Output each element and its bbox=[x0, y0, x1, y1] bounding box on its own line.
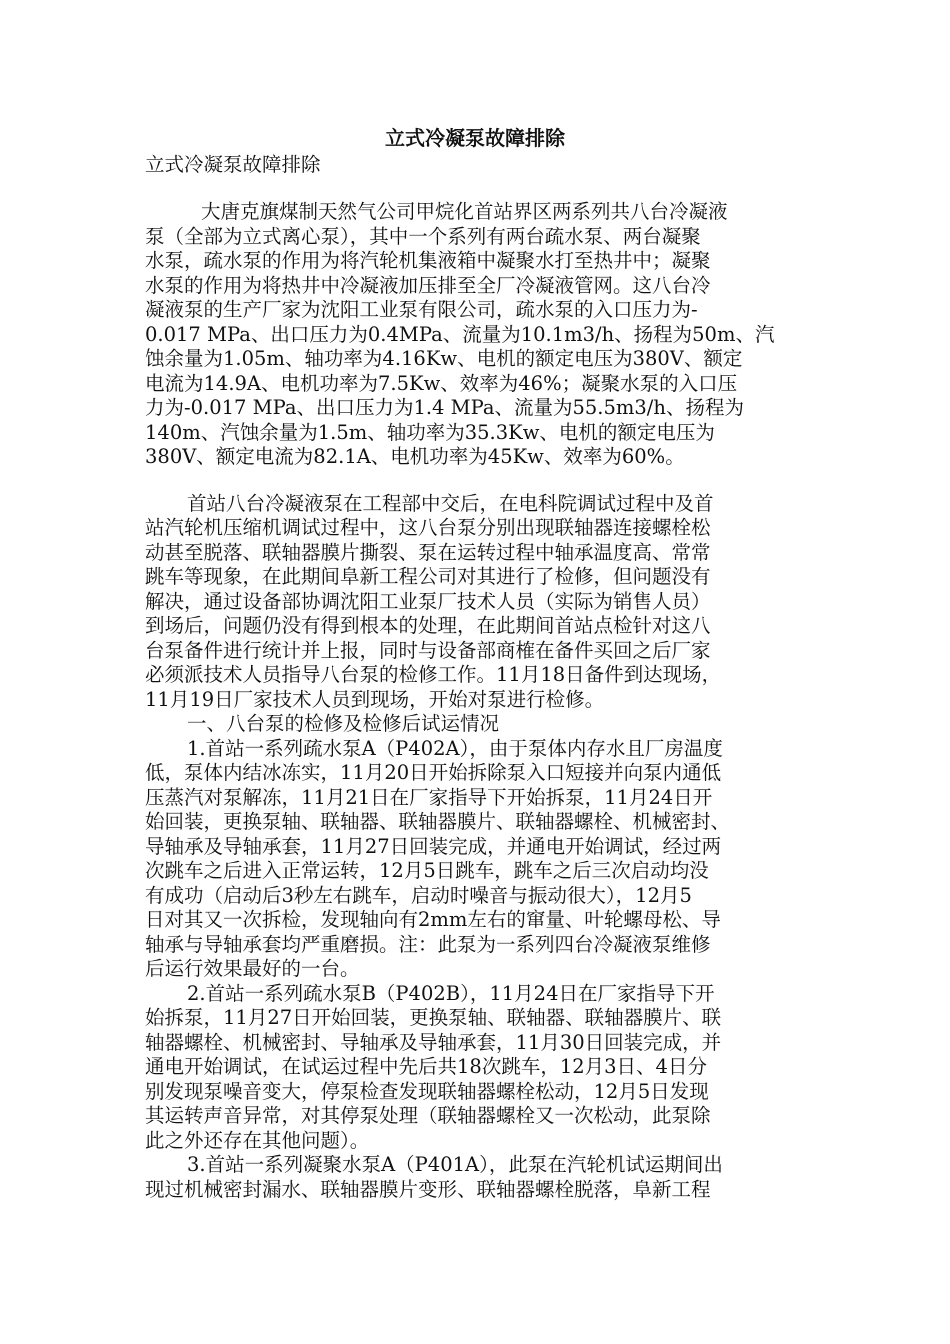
text-line: 跳车等现象，在此期间阜新工程公司对其进行了检修，但问题没有 bbox=[145, 565, 711, 588]
text-line: 电流为14.9A、电机功率为7.5Kw、效率为46%；凝聚水泵的入口压 bbox=[145, 371, 738, 395]
text-line: 轴承与导轴承套均严重磨损。注：此泵为一系列四台冷凝液泵维修 bbox=[145, 932, 711, 956]
text-line: 导轴承及导轴承套，11月27日回装完成，并通电开始调试，经过两 bbox=[145, 834, 722, 858]
text-line: 台泵备件进行统计并上报，同时与设备部商榷在备件买回之后厂家 bbox=[145, 638, 711, 662]
text-line: 水泵，疏水泵的作用为将汽轮机集液箱中凝聚水打至热井中；凝聚 bbox=[145, 249, 711, 272]
text-line: 轴器螺栓、机械密封、导轴承及导轴承套，11月30日回装完成，并 bbox=[145, 1030, 722, 1054]
paragraph-item-2 bbox=[145, 982, 810, 1154]
text-line: 一、八台泵的检修及检修后试运情况 bbox=[187, 712, 500, 735]
paragraph-item-3 bbox=[145, 1153, 810, 1202]
text-line: 低，泵体内结冰冻实，11月20日开始拆除泵入口短接并向泵内通低 bbox=[145, 761, 722, 784]
text-line: 通电开始调试，在试运过程中先后共18次跳车，12月3日、4日分 bbox=[145, 1055, 707, 1078]
text-line: 有成功（启动后3秒左右跳车，启动时噪音与振动很大），12月5 bbox=[145, 883, 692, 907]
text-line: 140m、汽蚀余量为1.5m、轴功率为35.3Kw、电机的额定电压为 bbox=[145, 420, 715, 444]
text-line: 必须派技术人员指导八台泵的检修工作。11月18日备件到达现场， bbox=[145, 663, 722, 686]
text-line: 蚀余量为1.05m、轴功率为4.16Kw、电机的额定电压为380V、额定 bbox=[145, 347, 743, 370]
text-line: 压蒸汽对泵解冻，11月21日在厂家指导下开始拆泵，11月24日开 bbox=[145, 785, 713, 809]
text-line: 11月19日厂家技术人员到现场，开始对泵进行检修。 bbox=[145, 687, 605, 711]
text-line: 大唐克旗煤制天然气公司甲烷化首站界区两系列共八台冷凝液 bbox=[201, 200, 728, 223]
text-line: 泵（全部为立式离心泵），其中一个系列有两台疏水泵、两台凝聚 bbox=[145, 224, 701, 248]
text-line: 力为-0.017 MPa、出口压力为1.4 MPa、流量为55.5m3/h、扬程为 bbox=[145, 396, 744, 419]
document-subtitle: 立式冷凝泵故障排除 bbox=[145, 153, 321, 176]
text-line: 后运行效果最好的一台。 bbox=[145, 957, 360, 980]
text-line: 解决，通过设备部协调沈阳工业泵厂技术人员（实际为销售人员） bbox=[145, 589, 711, 613]
text-line: 到场后，问题仍没有得到根本的处理，在此期间首站点检针对这八 bbox=[145, 614, 711, 637]
paragraph-background bbox=[145, 492, 810, 713]
text-line: 此之外还存在其他问题）。 bbox=[145, 1128, 370, 1152]
text-line: 日对其又一次拆检，发现轴向有2mm左右的窜量、叶轮螺母松、导 bbox=[145, 908, 721, 931]
text-line: 1.首站一系列疏水泵A（P402A），由于泵体内存水且厂房温度 bbox=[187, 736, 723, 760]
text-line: 3.首站一系列凝聚水泵A（P401A），此泵在汽轮机试运期间出 bbox=[187, 1153, 723, 1176]
text-line: 首站八台冷凝液泵在工程部中交后，在电科院调试过程中及首 bbox=[187, 491, 714, 515]
text-line: 2.首站一系列疏水泵B（P402B），11月24日在厂家指导下开 bbox=[187, 981, 715, 1005]
text-line: 凝液泵的生产厂家为沈阳工业泵有限公司，疏水泵的入口压力为- bbox=[145, 298, 698, 321]
text-line: 0.017 MPa、出口压力为0.4MPa、流量为10.1m3/h、扬程为50m、汽 bbox=[145, 322, 775, 346]
text-line: 始回装，更换泵轴、联轴器、联轴器膜片、联轴器螺栓、机械密封、 bbox=[145, 810, 731, 833]
text-line: 别发现泵噪音变大，停泵检查发现联轴器螺栓松动，12月5日发现 bbox=[145, 1079, 709, 1103]
text-line: 站汽轮机压缩机调试过程中，这八台泵分别出现联轴器连接螺栓松 bbox=[145, 516, 711, 539]
section-heading bbox=[145, 712, 810, 737]
text-line: 次跳车之后进入正常运转，12月5日跳车，跳车之后三次启动均没 bbox=[145, 859, 709, 882]
text-line: 动甚至脱落、联轴器膜片撕裂、泵在运转过程中轴承温度高、常常 bbox=[145, 540, 711, 564]
paragraph-item-1 bbox=[145, 737, 810, 982]
paragraph-pump-specs bbox=[145, 200, 810, 470]
text-line: 始拆泵，11月27日开始回装，更换泵轴、联轴器、联轴器膜片、联 bbox=[145, 1006, 722, 1029]
text-line: 380V、额定电流为82.1A、电机功率为45Kw、效率为60%。 bbox=[145, 445, 685, 468]
paragraph-gap bbox=[145, 470, 810, 492]
document-title: 立式冷凝泵故障排除 bbox=[385, 126, 565, 150]
text-line: 现过机械密封漏水、联轴器膜片变形、联轴器螺栓脱落，阜新工程 bbox=[145, 1177, 711, 1201]
text-line: 水泵的作用为将热井中冷凝液加压排至全厂冷凝液管网。这八台冷 bbox=[145, 273, 711, 297]
document-body bbox=[145, 200, 810, 1202]
text-line: 其运转声音异常，对其停泵处理（联轴器螺栓又一次松动，此泵除 bbox=[145, 1104, 711, 1127]
